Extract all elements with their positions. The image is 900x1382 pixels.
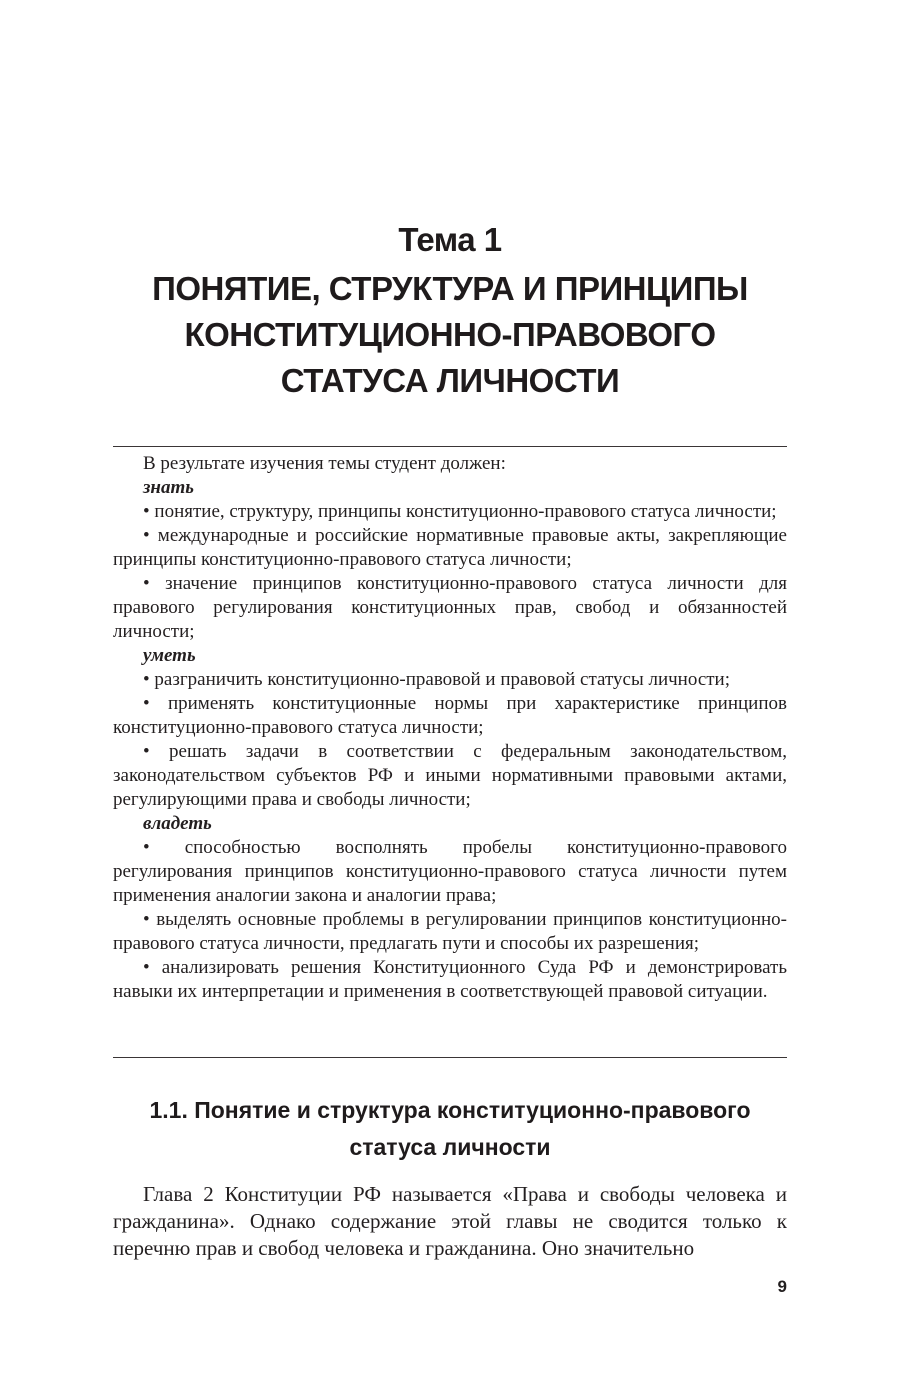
know-item: • международные и российские нормативные правовые акты, закрепляющие принципы конституционно-правового статуса личности; <box>113 525 787 570</box>
able-item: • решать задачи в соответствии с федеральным законодательством, законодательством субъектов РФ и иными нормативными правовыми актами, регулирующими права и свободы личности; <box>113 741 787 810</box>
outcomes-intro: В результате изучения темы студент должен: <box>143 453 506 474</box>
page-number: 9 <box>777 1277 787 1296</box>
section-heading <box>113 1092 787 1166</box>
master-item: • выделять основные проблемы в регулировании принципов конституционно-правового статуса личности, предлагать пути и способы их разрешения; <box>113 909 787 954</box>
body-paragraph: Глава 2 Конституции РФ называется «Права и свободы человека и гражданина». Однако содержание этой главы не сводится только к перечню прав и свобод человека и гражданина. Оно значительно <box>113 1182 787 1260</box>
master-item: • анализировать решения Конституционного Суда РФ и демонстрировать навыки их интерпретации и применения в соответствующей правовой ситуации. <box>113 957 787 1002</box>
able-label: уметь <box>143 645 196 666</box>
know-item: • понятие, структуру, принципы конституционно-правового статуса личности; <box>143 501 777 522</box>
chapter-number: Тема 1 <box>398 221 502 258</box>
chapter-heading <box>110 220 790 404</box>
chapter-title-line: СТАТУСА ЛИЧНОСТИ <box>280 362 620 399</box>
able-item: • разграничить конституционно-правовой и правовой статусы личности; <box>143 669 730 690</box>
section-heading-line: 1.1. Понятие и структура конституционно-правового <box>149 1097 751 1123</box>
chapter-title-line: ПОНЯТИЕ, СТРУКТУРА И ПРИНЦИПЫ <box>152 270 748 307</box>
chapter-title <box>110 266 790 404</box>
top-divider <box>113 446 787 447</box>
chapter-title-line: КОНСТИТУЦИОННО-ПРАВОВОГО <box>184 316 716 353</box>
master-item: • способностью восполнять пробелы конституционно-правового регулирования принципов конституционно-правового статуса личности путем применения аналогии закона и аналогии права; <box>113 837 787 906</box>
know-label: знать <box>143 477 194 498</box>
know-item: • значение принципов конституционно-правового статуса личности для правового регулирования конституционных прав, свобод и обязанностей личности; <box>113 573 787 642</box>
able-item: • применять конституционные нормы при характеристике принципов конституционно-правового статуса личности; <box>113 693 787 738</box>
learning-outcomes-box <box>113 452 787 1004</box>
bottom-divider <box>113 1057 787 1058</box>
master-label: владеть <box>143 813 212 834</box>
section-heading-line: статуса личности <box>349 1134 551 1160</box>
